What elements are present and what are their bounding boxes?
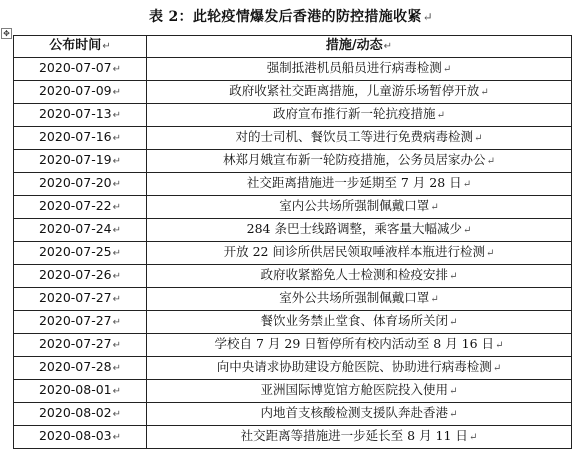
date-text: 2020-07-07 (38, 60, 112, 75)
measure-cell (147, 127, 572, 150)
table-header-row (14, 36, 572, 58)
measure-text: 社交距离措施进一步延期至 7 月 28 日 (246, 175, 462, 190)
paragraph-mark-icon: ↵ (486, 156, 495, 167)
date-text: 2020-07-28 (38, 359, 112, 374)
date-cell (14, 127, 147, 150)
header-measure-label: 措施/动态 (325, 38, 383, 53)
measures-table (13, 35, 572, 449)
table-row (14, 196, 572, 219)
table-row (14, 357, 572, 380)
measure-cell (147, 219, 572, 242)
measure-cell (147, 426, 572, 449)
paragraph-mark-icon: ↵ (474, 133, 483, 144)
date-cell (14, 380, 147, 403)
paragraph-mark-icon: ↵ (449, 386, 458, 397)
paragraph-mark-icon: ↵ (112, 64, 122, 75)
measure-cell (147, 334, 572, 357)
table-caption (0, 6, 582, 28)
paragraph-mark-icon: ↵ (112, 179, 122, 190)
measure-cell (147, 265, 572, 288)
measure-cell (147, 357, 572, 380)
date-text: 2020-07-27 (38, 290, 112, 305)
measure-cell (147, 104, 572, 127)
paragraph-mark-icon: ↵ (449, 271, 458, 282)
measure-text: 社交距离等措施进一步延长至 8 月 11 日 (240, 428, 468, 443)
date-cell (14, 173, 147, 196)
table-row (14, 311, 572, 334)
date-cell (14, 403, 147, 426)
paragraph-mark-icon: ↵ (102, 41, 111, 52)
measure-text: 对的士司机、餐饮员工等进行免费病毒检测 (235, 129, 474, 144)
date-cell (14, 265, 147, 288)
date-text: 2020-07-27 (38, 313, 112, 328)
date-text: 2020-07-13 (38, 106, 112, 121)
header-date-label: 公布时间 (49, 38, 102, 53)
table-row (14, 58, 572, 81)
paragraph-mark-icon: ↵ (112, 110, 122, 121)
measure-text: 强制抵港机员船员进行病毒检测 (266, 60, 442, 75)
measure-text: 餐饮业务禁止堂食、体育场所关闭 (260, 313, 449, 328)
paragraph-mark-icon: ↵ (462, 225, 472, 236)
table-row (14, 127, 572, 150)
paragraph-mark-icon: ↵ (462, 179, 472, 190)
paragraph-mark-icon: ↵ (422, 10, 433, 24)
measure-cell (147, 380, 572, 403)
table-row (14, 426, 572, 449)
table-row (14, 173, 572, 196)
date-text: 2020-08-02 (38, 405, 112, 420)
paragraph-mark-icon: ↵ (112, 317, 122, 328)
date-text: 2020-07-27 (38, 336, 112, 351)
date-text: 2020-07-19 (38, 152, 112, 167)
table-body (14, 58, 572, 449)
paragraph-mark-icon: ↵ (436, 110, 445, 121)
date-cell (14, 357, 147, 380)
measure-cell (147, 81, 572, 104)
table-row (14, 403, 572, 426)
paragraph-mark-icon: ↵ (112, 409, 122, 420)
measure-cell (147, 311, 572, 334)
table-row (14, 265, 572, 288)
date-cell (14, 242, 147, 265)
paragraph-mark-icon: ↵ (112, 386, 122, 397)
paragraph-mark-icon: ↵ (112, 156, 122, 167)
paragraph-mark-icon: ↵ (480, 87, 489, 98)
date-text: 2020-07-26 (38, 267, 112, 282)
measure-text: 开放 22 间诊所供居民领取唾液样本瓶进行检测 (223, 244, 485, 259)
table-row (14, 219, 572, 242)
date-text: 2020-07-22 (38, 198, 112, 213)
measure-text: 政府收紧豁免人士检测和检疫安排 (260, 267, 449, 282)
table-row (14, 150, 572, 173)
paragraph-mark-icon: ↵ (468, 432, 478, 443)
measure-cell (147, 288, 572, 311)
date-text: 2020-08-03 (38, 428, 112, 443)
measure-cell (147, 403, 572, 426)
date-cell (14, 104, 147, 127)
measure-text: 室内公共场所强制佩戴口罩 (279, 198, 430, 213)
paragraph-mark-icon: ↵ (112, 363, 122, 374)
paragraph-mark-icon: ↵ (112, 87, 122, 98)
paragraph-mark-icon: ↵ (449, 409, 458, 420)
date-cell (14, 311, 147, 334)
paragraph-mark-icon: ↵ (442, 64, 452, 75)
table-row (14, 334, 572, 357)
paragraph-mark-icon: ↵ (112, 294, 122, 305)
date-text: 2020-08-01 (38, 382, 112, 397)
date-cell (14, 81, 147, 104)
date-cell (14, 150, 147, 173)
paragraph-mark-icon: ↵ (112, 225, 122, 236)
date-text: 2020-07-20 (38, 175, 112, 190)
paragraph-mark-icon: ↵ (112, 340, 122, 351)
measure-cell (147, 58, 572, 81)
measure-cell (147, 196, 572, 219)
measure-text: 政府收紧社交距离措施，儿童游乐场暂停开放 (229, 83, 480, 98)
measure-cell (147, 173, 572, 196)
date-cell (14, 426, 147, 449)
date-cell (14, 288, 147, 311)
caption-text: 表 2：此轮疫情爆发后香港的防控措施收紧 (149, 9, 422, 25)
measure-text: 林郑月娥宣布新一轮防疫措施，公务员居家办公 (223, 152, 486, 167)
paragraph-mark-icon: ↵ (112, 248, 122, 259)
paragraph-mark-icon: ↵ (112, 271, 122, 282)
paragraph-mark-icon: ↵ (495, 340, 504, 351)
measure-text: 政府宣布推行新一轮抗疫措施 (273, 106, 436, 121)
measure-text: 学校自 7 月 29 日暂停所有校内活动至 8 月 16 日 (214, 336, 495, 351)
header-cell-date (14, 36, 147, 58)
table-row (14, 242, 572, 265)
measure-text: 亚洲国际博览馆方舱医院投入使用 (260, 382, 449, 397)
measure-text: 向中央请求协助建设方舱医院、协助进行病毒检测 (216, 359, 492, 374)
date-cell (14, 58, 147, 81)
date-cell (14, 334, 147, 357)
table-row (14, 81, 572, 104)
table-row (14, 104, 572, 127)
measure-text: 284 条巴士线路调整，乘客量大幅减少 (246, 221, 462, 236)
header-cell-measure (147, 36, 572, 58)
table-move-handle-icon[interactable]: ✥ (1, 28, 12, 39)
date-text: 2020-07-09 (38, 83, 112, 98)
paragraph-mark-icon: ↵ (112, 202, 122, 213)
measure-cell (147, 150, 572, 173)
paragraph-mark-icon: ↵ (485, 248, 495, 259)
paragraph-mark-icon: ↵ (449, 317, 458, 328)
paragraph-mark-icon: ↵ (430, 294, 439, 305)
date-text: 2020-07-25 (38, 244, 112, 259)
date-text: 2020-07-16 (38, 129, 112, 144)
date-text: 2020-07-24 (38, 221, 112, 236)
table-row (14, 288, 572, 311)
table-row (14, 380, 572, 403)
paragraph-mark-icon: ↵ (112, 133, 122, 144)
paragraph-mark-icon: ↵ (112, 432, 122, 443)
date-cell (14, 196, 147, 219)
paragraph-mark-icon: ↵ (430, 202, 439, 213)
measure-text: 内地首支核酸检测支援队奔赴香港 (260, 405, 449, 420)
date-cell (14, 219, 147, 242)
paragraph-mark-icon: ↵ (492, 363, 502, 374)
measure-cell (147, 242, 572, 265)
paragraph-mark-icon: ↵ (383, 41, 393, 52)
measure-text: 室外公共场所强制佩戴口罩 (279, 290, 430, 305)
